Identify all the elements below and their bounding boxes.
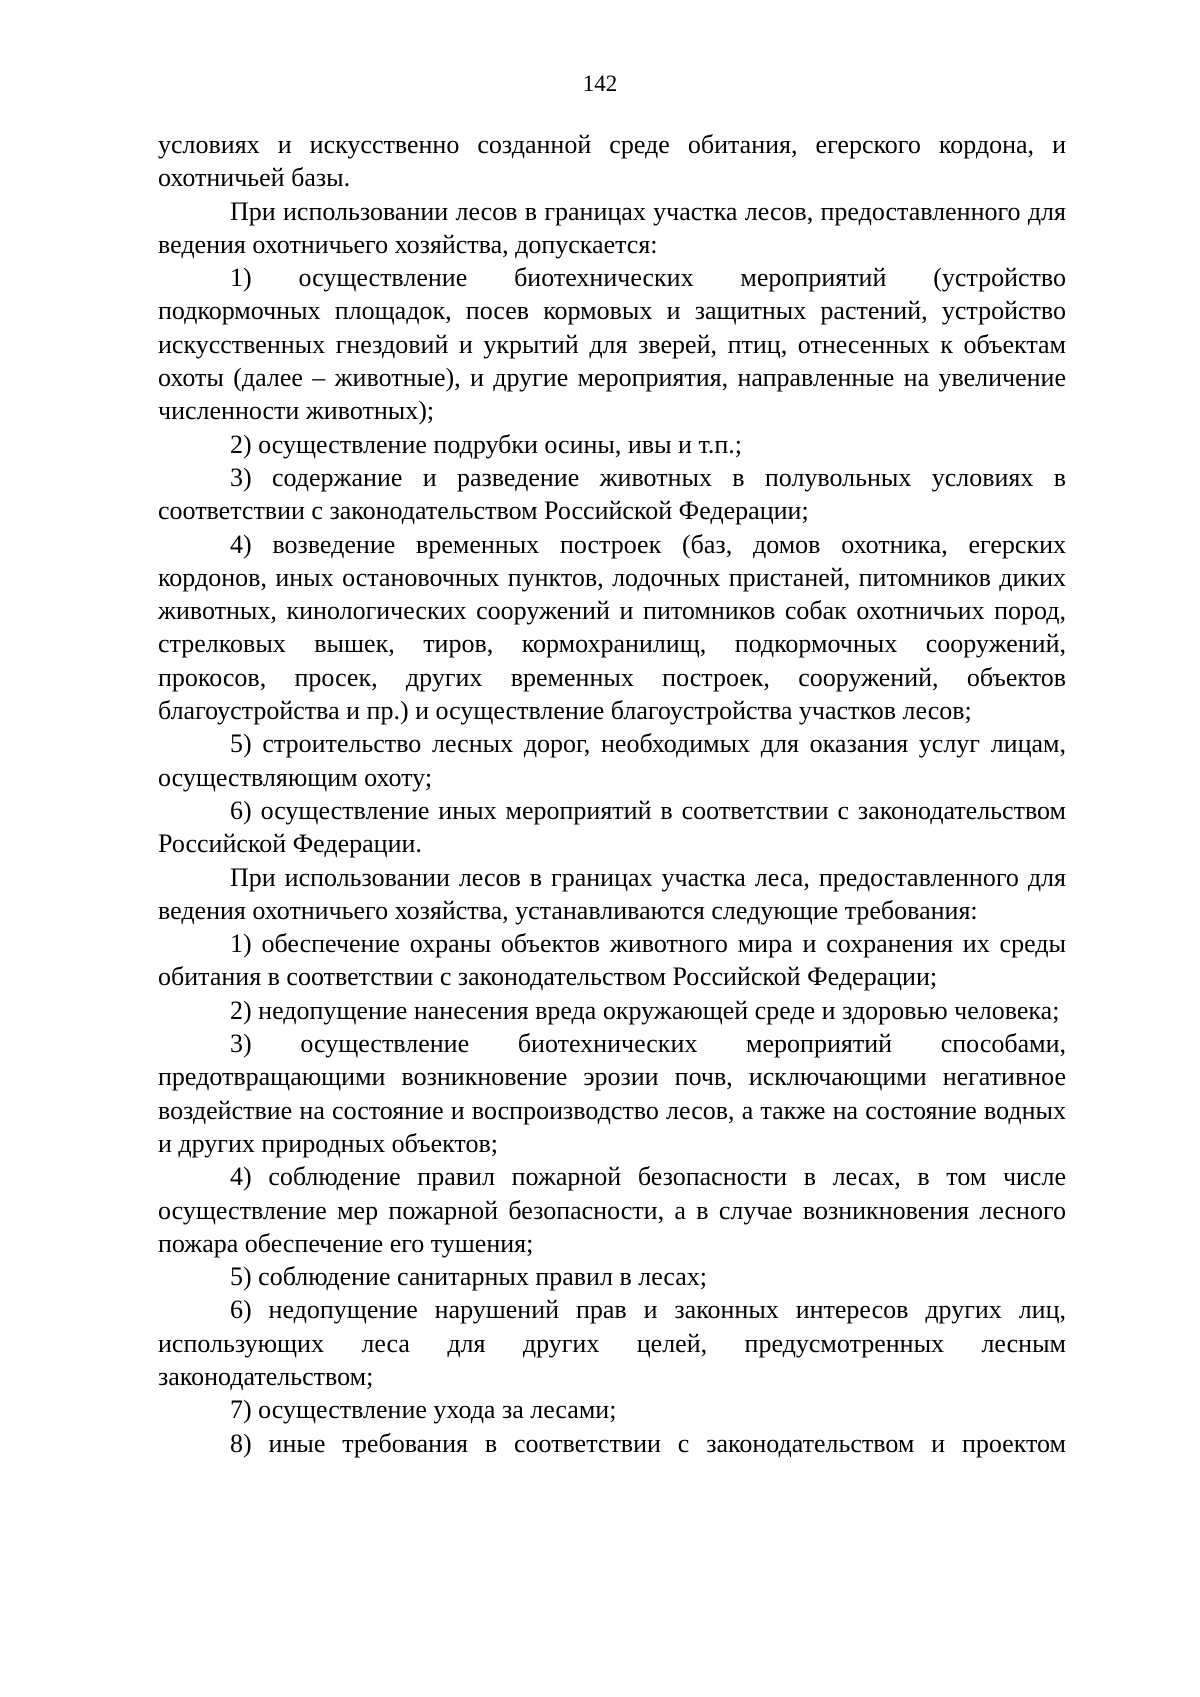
list-item-requirement-5: 5) соблюдение санитарных правил в лесах; (230, 1262, 708, 1292)
page-number: 142 (582, 71, 618, 96)
list-item-requirement-6: 6) недопущение нарушений прав и законных интересов других лиц, использующих леса для других целей, предусмотренных лесным законодательством; (158, 1295, 1066, 1391)
list-item-requirement-3: 3) осуществление биотехнических мероприятий способами, предотвращающими возникновение эрозии почв, исключающими негативное воздействие на состояние и воспроизводство лесов, а также на состояние водных и других природных объектов; (158, 1029, 1066, 1158)
list-item-permitted-4: 4) возведение временных построек (баз, домов охотника, егерских кордонов, иных остановочных пунктов, лодочных пристаней, питомников диких животных, кинологических сооружений и питомников собак охотничьих пород, стрелковых вышек, тиров, кормохранилищ, подкормочных сооружений, прокосов, просек, других временных построек, сооружений, объектов благоустройства и пр.) и осуществление благоустройства участков лесов; (158, 529, 1066, 726)
paragraph-requirements-intro: При использовании лесов в границах участка леса, предоставленного для ведения охотничьего хозяйства, устанавливаются следующие требования: (158, 862, 1066, 925)
list-item-permitted-2: 2) осуществление подрубки осины, ивы и т.п.; (230, 429, 743, 459)
list-item-permitted-5: 5) строительство лесных дорог, необходимых для оказания услуг лицам, осуществляющим охоту; (158, 729, 1066, 792)
paragraph-continuation: условиях и искусственно созданной среде обитания, егерского кордона, и охотничьей базы. (158, 130, 1066, 193)
list-item-requirement-7: 7) осуществление ухода за лесами; (230, 1395, 617, 1425)
paragraph-permitted-intro: При использовании лесов в границах участка лесов, предоставленного для ведения охотничьего хозяйства, допускается: (158, 196, 1066, 259)
list-item-permitted-3: 3) содержание и разведение животных в полувольных условиях в соответствии с законодательством Российской Федерации; (158, 462, 1066, 526)
list-item-permitted-1: 1) осуществление биотехнических мероприятий (устройство подкормочных площадок, посев кормовых и защитных растений, устройство искусственных гнездовий и укрытий для зверей, птиц, отнесенных к объектам охоты (далее – животные), и другие мероприятия, направленные на увеличение численности животных); (158, 263, 1066, 426)
list-item-permitted-6: 6) осуществление иных мероприятий в соответствии с законодательством Российской Федерации. (158, 795, 1066, 859)
list-item-requirement-8: 8) иные требования в соответствии с законодательством и проектом (230, 1428, 1066, 1458)
list-item-requirement-1: 1) обеспечение охраны объектов животного мира и сохранения их среды обитания в соответствии с законодательством Российской Федерации; (158, 929, 1066, 992)
document-body (158, 128, 1066, 1460)
list-item-requirement-2: 2) недопущение нанесения вреда окружающей среде и здоровью человека; (230, 995, 1060, 1025)
list-item-requirement-4: 4) соблюдение правил пожарной безопасности в лесах, в том числе осуществление мер пожарной безопасности, а в случае возникновения лесного пожара обеспечение его тушения; (158, 1162, 1066, 1258)
